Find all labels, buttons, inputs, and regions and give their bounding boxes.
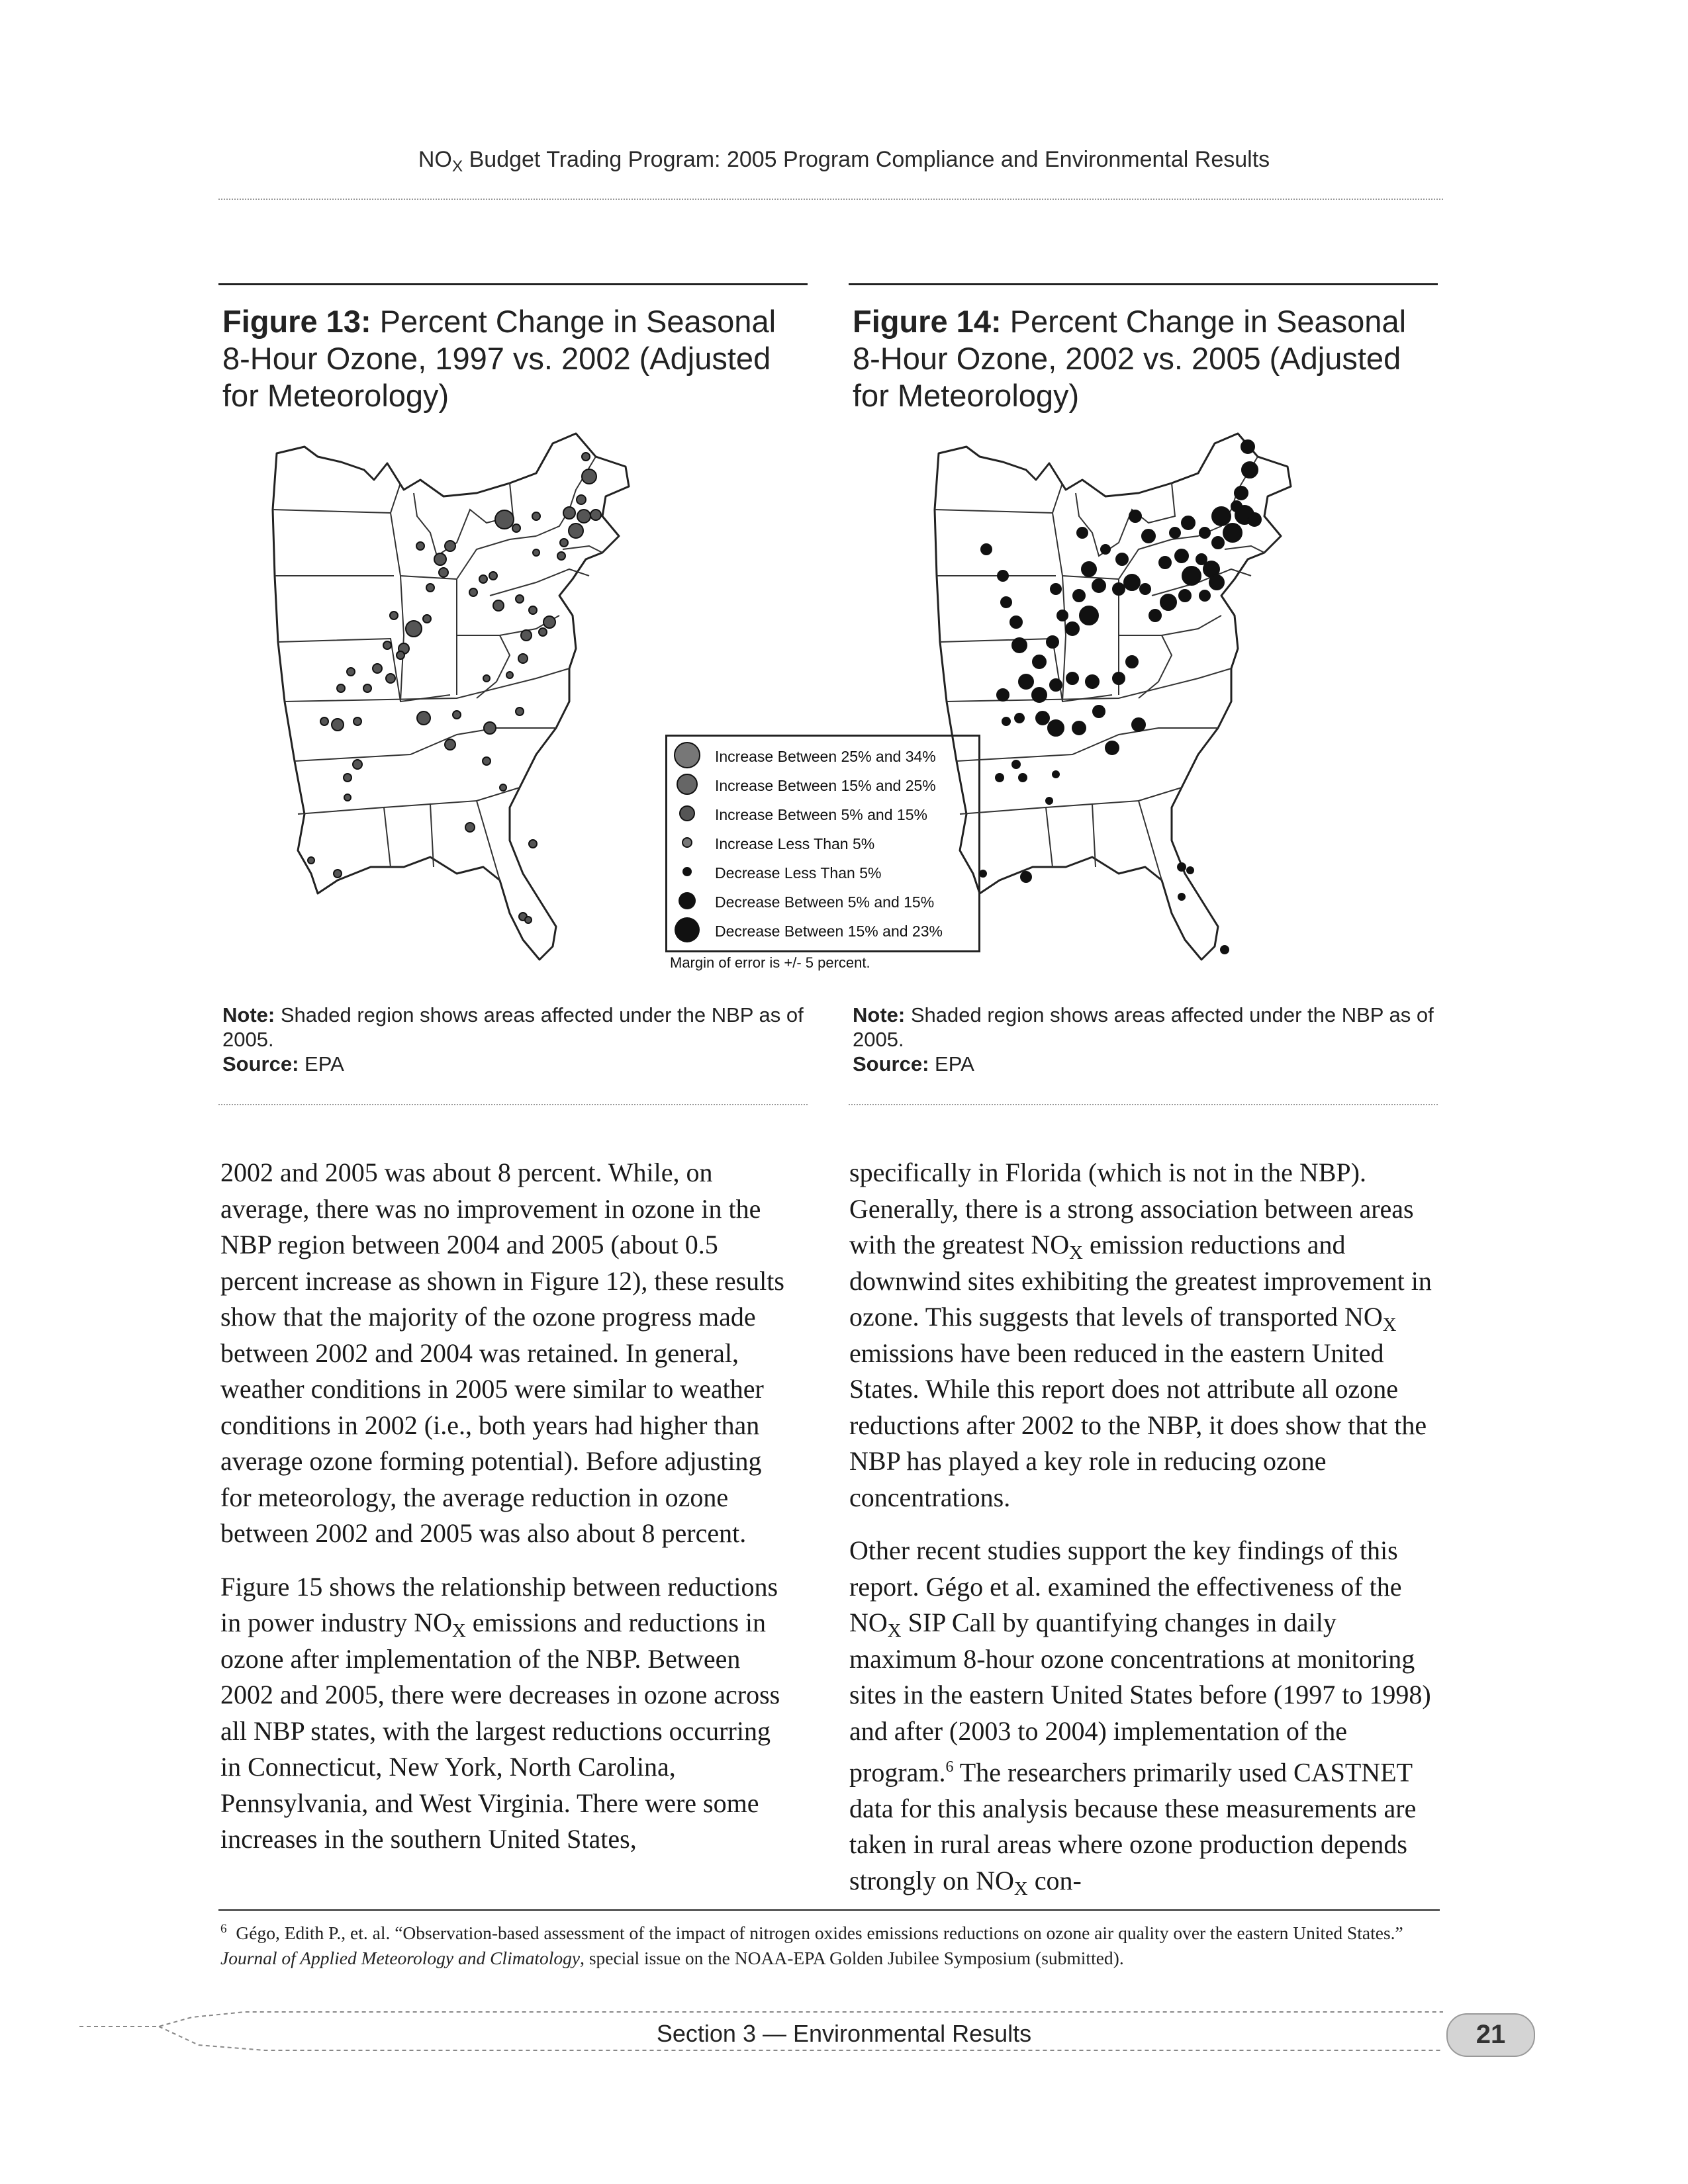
monitor-site-marker [1077,527,1088,538]
monitor-site-marker [344,774,352,782]
monitor-site-marker [560,539,568,547]
map-boundary-line [1162,615,1221,635]
figure14-label: Figure 14: [853,304,1002,339]
monitor-site-marker [1149,610,1161,621]
monitor-site-marker [1178,863,1186,871]
figure14-caption [853,303,1435,414]
monitor-site-marker [1082,562,1096,576]
monitor-site-marker [1182,567,1201,585]
monitor-site-marker [416,542,424,550]
monitor-site-marker [426,584,434,592]
figure13-title: Percent Change in Seasonal 8-Hour Ozone, 1997 vs. 2002 (Adjusted for Meteorology) [222,304,776,413]
legend-item: Increase Between 15% and 25% [715,777,936,794]
monitor-site-marker [493,600,504,611]
monitor-site-marker [980,870,986,877]
monitor-site-marker [308,857,314,864]
legend-symbol-7 [675,917,700,942]
monitor-site-marker [495,510,514,529]
monitor-site-marker [577,495,586,504]
map-boundary-line [400,576,404,702]
map-boundary-line [430,801,500,880]
monitor-site-marker [1223,523,1242,542]
monitor-site-marker [1057,610,1068,621]
monitor-site-marker [1248,513,1261,526]
legend-symbols [667,737,707,950]
monitor-site-marker [334,870,342,878]
monitor-site-marker [1113,672,1125,684]
monitor-site-marker [1235,486,1248,500]
monitor-site-marker [1072,721,1086,735]
monitor-site-marker [417,711,430,725]
monitor-site-marker [1113,583,1125,595]
monitor-site-marker [1170,527,1180,538]
legend-symbol-3 [680,806,694,821]
legend-symbol-4 [682,838,692,847]
map-boundary-line [273,510,457,579]
monitor-site-marker [569,523,583,538]
monitor-site-marker [1001,597,1011,608]
monitor-site-marker [512,524,520,532]
monitor-site-marker [332,719,344,731]
paragraph: Other recent studies support the key findings of this report. Gégo et al. examined the effectiveness of the $NO_X$ SIP Call by quantifying changes in daily maximum 8-hour ozone concentrations at monitoring sites in the eastern United States before (1997 to 1998) and after (2003 to 2004) implementation of the program.$^6$ The researchers primarily used CASTNET data for this analysis because these measurements are taken in rural areas where ozone production depends strongly on $NO_X$ con- [849,1535,1431,1899]
monitor-site-marker [1036,711,1049,725]
monitor-site-marker [1242,462,1258,478]
map-boundary-line [536,457,596,536]
legend-item: Increase Between 25% and 34% [715,748,936,765]
monitor-site-marker [1175,549,1188,563]
figure13-source: Source: EPA [222,1052,344,1075]
monitor-site-marker [1105,741,1119,754]
monitor-site-marker [1032,688,1047,702]
monitor-site-marker [1129,510,1141,522]
monitor-site-marker [1178,893,1185,900]
monitor-site-marker [1048,720,1064,736]
map-boundary-line [490,569,589,596]
monitor-site-marker [529,606,537,614]
monitor-site-marker [1092,579,1105,592]
monitor-site-marker [996,774,1004,782]
monitor-site-marker [1142,529,1155,543]
monitor-site-marker [1241,440,1254,453]
legend-item: Increase Less Than 5% [715,835,875,852]
figure14-top-rule [849,283,1438,285]
monitor-site-marker [1199,527,1210,538]
monitor-site-marker [483,757,491,765]
figure14-map [920,417,1417,993]
legend-margin-note: Margin of error is +/- 5 percent. [670,954,870,971]
map-boundary-line [295,728,556,761]
body-column-left [220,1155,796,1875]
legend-item: Increase Between 5% and 15% [715,806,927,823]
figure14-note-block [853,1003,1435,1076]
legend-item: Decrease Between 5% and 15% [715,893,935,911]
figure14-title: Percent Change in Seasonal 8-Hour Ozone, 2002 vs. 2005 (Adjusted for Meteorology) [853,304,1407,413]
monitor-site-marker [1160,594,1176,610]
figure14-note: Note: Shaded region shows areas affected under the NBP as of 2005. [853,1003,1434,1051]
monitor-site-marker [337,684,345,692]
monitor-site-marker [445,541,455,551]
monitor-site-marker [1080,606,1098,625]
monitor-site-marker [1019,774,1027,782]
monitor-sites [308,453,601,923]
monitor-site-marker [1010,616,1022,628]
monitor-site-marker [453,711,461,719]
monitor-site-marker [1021,872,1031,882]
map-boundary-line [563,546,602,553]
monitor-site-marker [1140,584,1150,594]
monitor-site-marker [353,760,362,769]
running-header: $NO_X$ Budget Trading Program: 2005 Program Compliance and Environmental Results [418,147,1270,175]
monitor-site-marker [1015,713,1024,723]
monitor-site-marker [1132,718,1145,731]
figure13-top-rule [218,283,808,285]
monitor-site-marker [1159,557,1171,569]
monitor-site-marker [500,784,506,791]
monitor-site-marker [390,612,398,619]
map-boundary-line [1092,801,1162,880]
monitor-site-marker [1116,553,1128,565]
monitor-site-marker [582,469,596,484]
monitor-site-marker [344,794,351,801]
monitor-site-marker [1221,946,1229,954]
monitor-site-marker [439,568,448,577]
legend-item: Decrease Between 15% and 23% [715,923,943,940]
monitor-site-marker [1179,590,1191,602]
monitor-site-marker [1047,636,1058,648]
monitor-site-marker [386,674,395,683]
monitor-site-marker [516,707,524,715]
monitor-site-marker [1073,590,1085,602]
monitor-site-marker [1196,554,1207,565]
monitor-site-marker [516,595,524,603]
legend-symbol-5 [682,867,692,876]
monitor-site-marker [320,717,328,725]
monitor-site-marker [1012,638,1027,653]
monitor-site-marker [353,717,361,725]
paragraph: 2002 and 2005 was about 8 percent. While, on average, there was no improvement in ozone in the NBP region between 2004 and 2005 (about 0.5 percent increase as shown in Figure 12), these results show that the majority of the ozone progress made between 2002 and 2004 was retained. In general, weather conditions in 2005 were similar to weather conditions in 2002 (i.e., both years had higher than average ozone forming potential). Before adjusting for meteorology, the average reduction in ozone between 2002 and 2005 was also about 8 percent. [220,1158,784,1548]
monitor-site-marker [1066,622,1079,635]
monitor-site-marker [1019,674,1033,689]
monitor-site-marker [1212,507,1231,525]
monitor-site-marker [373,664,382,673]
page-number-badge [1446,2013,1535,2057]
monitor-site-marker [525,917,532,923]
monitor-site-marker [397,651,404,659]
paragraph: specifically in Florida (which is not in the NBP). Generally, there is a strong association between areas with the greatest $NO_X$ emission reductions and downwind sites exhibiting the greatest improvement in ozone. This suggests that levels of transported $NO_X$ emissions have been reduced in the eastern United States. While this report does not attribute all ozone reductions after 2002 to the NBP, it does show that the NBP has played a key role in reducing ozone concentrations. [849,1158,1432,1512]
monitor-site-marker [590,510,601,520]
monitor-site-marker [1124,574,1140,590]
figure13-note-block [222,1003,805,1076]
monitor-site-marker [1002,717,1010,725]
monitor-site-marker [1086,675,1099,688]
monitor-site-marker [1046,797,1053,804]
monitor-site-marker [1012,760,1020,768]
figure13-note: Note: Shaded region shows areas affected under the NBP as of 2005. [222,1003,804,1051]
header-divider [218,199,1443,200]
monitor-site-marker [518,654,528,663]
monitor-site-marker [484,722,496,734]
monitor-site-marker [1050,679,1062,691]
monitor-site-marker [347,668,355,676]
legend-item: Decrease Less Than 5% [715,864,882,882]
monitor-site-marker [1187,867,1194,874]
monitor-site-marker [1199,590,1210,601]
paragraph: Figure 15 shows the relationship between reductions in power industry $NO_X$ emissions and reductions in ozone after implementation of the NBP. Between 2002 and 2005, there were decreases in ozone across all NBP states, with the largest reductions occurring in Connecticut, New York, North Carolina, Pennsylvania, and West Virginia. There were some increases in the southern United States, [220,1571,780,1854]
monitor-site-marker [543,616,555,628]
monitor-site-marker [577,510,590,523]
monitor-site-marker [521,630,532,641]
legend-symbol-2 [677,774,697,794]
legend-symbol-1 [675,743,700,768]
map-boundary-line [1053,483,1062,513]
map-boundary-line [957,728,1218,761]
figure14-bottom-rule [849,1104,1438,1105]
monitor-site-marker [529,840,537,848]
legend-symbol-6 [679,892,696,909]
map-boundary-line [960,807,1053,867]
map-boundary-line [278,639,450,702]
monitor-sites [980,440,1261,954]
monitor-site-marker [479,575,487,583]
monitor-site-marker [1126,656,1138,668]
figure14-source: Source: EPA [853,1052,974,1075]
monitor-site-marker [1033,655,1046,668]
monitor-site-marker [582,453,590,461]
monitor-site-marker [1182,516,1195,529]
monitor-site-marker [1209,575,1224,590]
monitor-site-marker [997,689,1009,701]
monitor-site-marker [483,675,490,682]
page-number: 21 [1476,2020,1506,2049]
monitor-site-marker [434,553,446,565]
map-boundary-line [285,668,569,702]
map-boundary-line [1225,546,1264,553]
monitor-site-marker [563,507,575,519]
monitor-site-marker [383,641,391,649]
figure13-label: Figure 13: [222,304,371,339]
footnote-journal: Journal of Applied Meteorology and Climatology [220,1948,581,1969]
monitor-site-marker [406,621,422,637]
monitor-site-marker [469,588,477,596]
monitor-site-marker [1066,672,1078,684]
monitor-site-marker [539,628,547,636]
monitor-site-marker [465,823,475,832]
map-boundary-line [391,483,400,513]
monitor-site-marker [1101,545,1110,554]
monitor-site-marker [1053,771,1059,778]
monitor-site-marker [998,570,1008,581]
monitor-site-marker [1093,705,1105,717]
footnote: $^6$ Gégo, Edith P., et. al. “Observation-based assessment of the impact of nitrogen oxides emissions reductions on ozone air quality over the eastern United States.” Journal of Applied Meteorology and Climatology, special issue on the NOAA-EPA Golden Jubilee Symposium (submitted). [220,1922,1403,1969]
monitor-site-marker [489,572,497,580]
monitor-site-marker [1212,537,1224,549]
monitor-site-marker [557,552,565,560]
footnote-rule [218,1909,1440,1911]
monitor-site-marker [363,684,371,692]
monitor-site-marker [1051,584,1061,594]
monitor-site-marker [533,549,539,556]
monitor-site-marker [423,615,431,623]
monitor-site-marker [506,672,513,678]
body-column-right [849,1155,1438,1916]
section-footer: Section 3 — Environmental Results [656,2020,1032,2047]
figure13-caption [222,303,805,414]
map-boundary-line [1062,576,1066,702]
figure13-bottom-rule [218,1104,808,1105]
monitor-site-marker [532,512,540,520]
monitor-site-marker [445,739,455,750]
monitor-site-marker [981,544,992,555]
